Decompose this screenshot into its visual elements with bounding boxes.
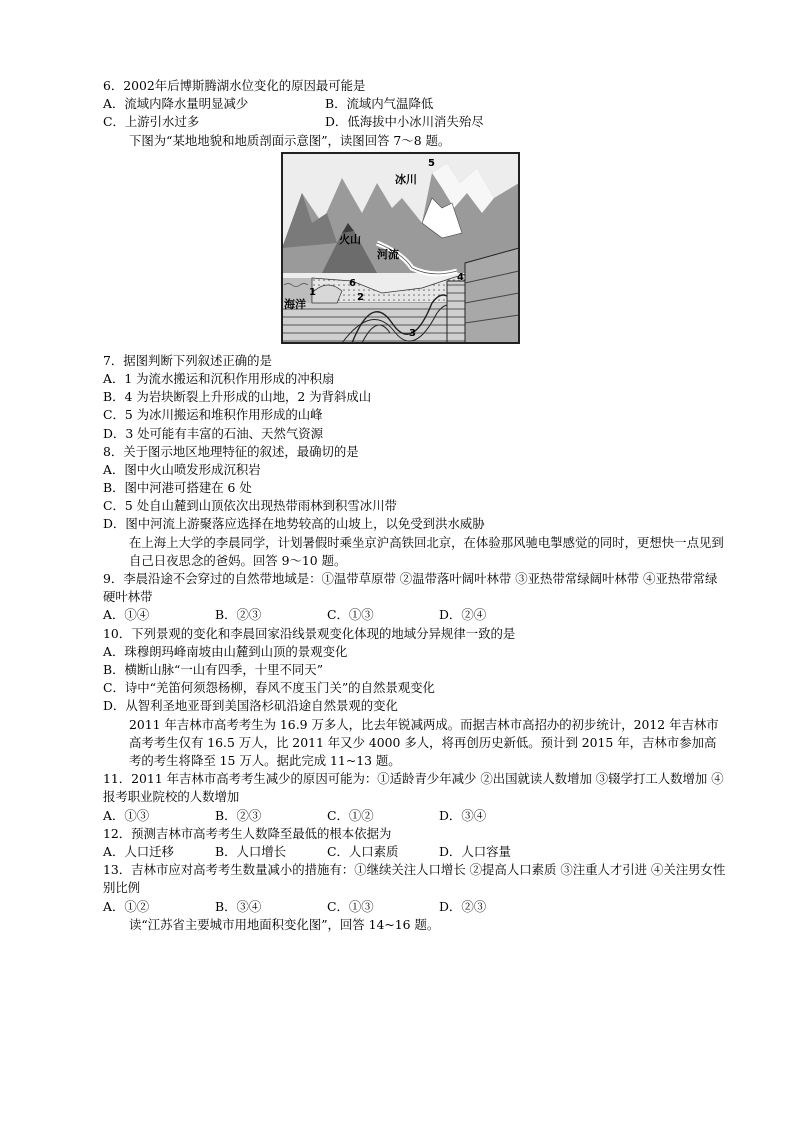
q12-option-b: B．人口增长 — [215, 843, 287, 859]
q13-stem: 13．吉林市应对高考考生数量减小的措施有：①继续关注人口增长 ②提高人口素质 ③注重人才引进 ④关注男女性别比例 — [103, 862, 726, 896]
intro-11-13: 2011 年吉林市高考考生为 16.9 万多人，比去年锐减两成。而据吉林市高招办的初步统计，2012 年吉林市高考考生仅有 16.5 万人，比 2011 年又少 4000 多人，将再创历史新低。预计到 2015 年，吉林市参加高考的考生将降至 15 万人。据此完成 11~13 题。 — [129, 716, 719, 768]
label-river: 河流 — [377, 247, 399, 261]
q6-option-d: D．低海拔中小冰川消失殆尽 — [325, 114, 484, 130]
q12-option-d: D．人口容量 — [439, 843, 511, 859]
label-1: 1 — [309, 286, 316, 298]
q12-option-c: C．人口素质 — [327, 843, 399, 859]
q7-option-b: B．4 为岩块断裂上升形成的山地，2 为背斜成山 — [103, 389, 372, 405]
q6-stem: 6．2002年后博斯腾湖水位变化的原因最可能是 — [103, 78, 366, 93]
q13-option-d: D．②③ — [439, 898, 487, 914]
q11-stem: 11．2011 年吉林市高考考生减少的原因可能为：①适龄青少年减少 ②出国就读人数增加 ③辍学打工人数增加 ④报考职业院校的人数增加 — [103, 771, 724, 805]
q8-option-b: B．图中河港可搭建在 6 处 — [103, 480, 252, 496]
q10-stem: 10．下列景观的变化和李晨回家沿线景观变化体现的地域分异规律一致的是 — [103, 625, 516, 641]
q7-option-c: C．5 为冰川搬运和堆积作用形成的山峰 — [103, 407, 323, 423]
q11-option-a: A．①③ — [103, 807, 150, 823]
intro-9-10: 在上海上大学的李晨同学，计划暑假时乘坐京沪高铁回北京，在体验那风驰电掣感觉的同时，更想快一点见到自己日夜思念的爸妈。回答 9～10 题。 — [129, 534, 724, 568]
label-2: 2 — [357, 291, 364, 303]
landform-geology-figure — [281, 152, 520, 344]
q11-option-c: C．①② — [327, 807, 374, 823]
q11-option-b: B．②③ — [215, 807, 262, 823]
q12-stem: 12．预测吉林市高考考生人数降至最低的根本依据为 — [103, 825, 392, 841]
q10-option-a: A．珠穆朗玛峰南坡由山麓到山顶的景观变化 — [103, 643, 348, 659]
q6-options-row2 — [103, 113, 728, 131]
q8-stem: 8．关于图示地区地理特征的叙述，最确切的是 — [103, 443, 359, 459]
q6-options-row1 — [103, 95, 728, 113]
q6-option-a: A．流域内降水量明显减少 — [103, 96, 249, 112]
q9-option-d: D．②④ — [439, 607, 487, 623]
q12-option-a: A．人口迁移 — [103, 843, 174, 859]
q7-option-a: A．1 为流水搬运和沉积作用形成的冲积扇 — [103, 370, 335, 386]
intro-7-8: 下图为“某地地貌和地质剖面示意图”，读图回答 7～8 题。 — [129, 132, 451, 148]
q9-option-b: B．②③ — [215, 607, 262, 623]
label-5: 5 — [428, 157, 435, 169]
q13-options — [103, 898, 728, 916]
q12-options — [103, 843, 728, 861]
exam-page — [103, 77, 728, 934]
label-4: 4 — [457, 271, 464, 283]
intro-14-16: 读“江苏省主要城市用地面积变化图”，回答 14~16 题。 — [129, 916, 440, 932]
q9-option-c: C．①③ — [327, 607, 374, 623]
q11-option-d: D．③④ — [439, 807, 487, 823]
q8-option-d: D．图中河流上游聚落应选择在地势较高的山坡上，以免受到洪水威胁 — [103, 516, 485, 532]
q9-stem: 9．李晨沿途不会穿过的自然带地域是：①温带草原带 ②温带落叶阔叶林带 ③亚热带常绿阔叶林带 ④亚热带常绿硬叶林带 — [103, 571, 718, 605]
q10-option-c: C．诗中“羌笛何须怨杨柳，春风不度玉门关”的自然景观变化 — [103, 680, 435, 696]
q11-options — [103, 807, 728, 825]
q13-option-b: B．③④ — [215, 898, 262, 914]
label-glacier: 冰川 — [395, 172, 417, 186]
q10-option-b: B．横断山脉“一山有四季，十里不同天” — [103, 662, 324, 677]
q8-option-a: A．图中火山喷发形成沉积岩 — [103, 461, 261, 477]
q6-option-c: C．上游引水过多 — [103, 114, 200, 130]
q7-option-d: D．3 处可能有丰富的石油、天然气资源 — [103, 425, 324, 441]
q13-option-c: C．①③ — [327, 898, 374, 914]
label-6: 6 — [349, 277, 356, 289]
q6-option-b: B．流域内气温降低 — [325, 96, 434, 112]
q10-option-d: D．从智利圣地亚哥到美国洛杉矶沿途自然景观的变化 — [103, 698, 398, 714]
q8-option-c: C．5 处自山麓到山顶依次出现热带雨林到积雪冰川带 — [103, 498, 397, 514]
q13-option-a: A．①② — [103, 898, 150, 914]
q9-options — [103, 606, 728, 624]
q7-stem: 7．据图判断下列叙述正确的是 — [103, 352, 272, 368]
label-ocean: 海洋 — [284, 297, 306, 311]
label-volcano: 火山 — [339, 232, 361, 246]
label-3: 3 — [409, 327, 416, 339]
q9-option-a: A．①④ — [103, 607, 150, 623]
